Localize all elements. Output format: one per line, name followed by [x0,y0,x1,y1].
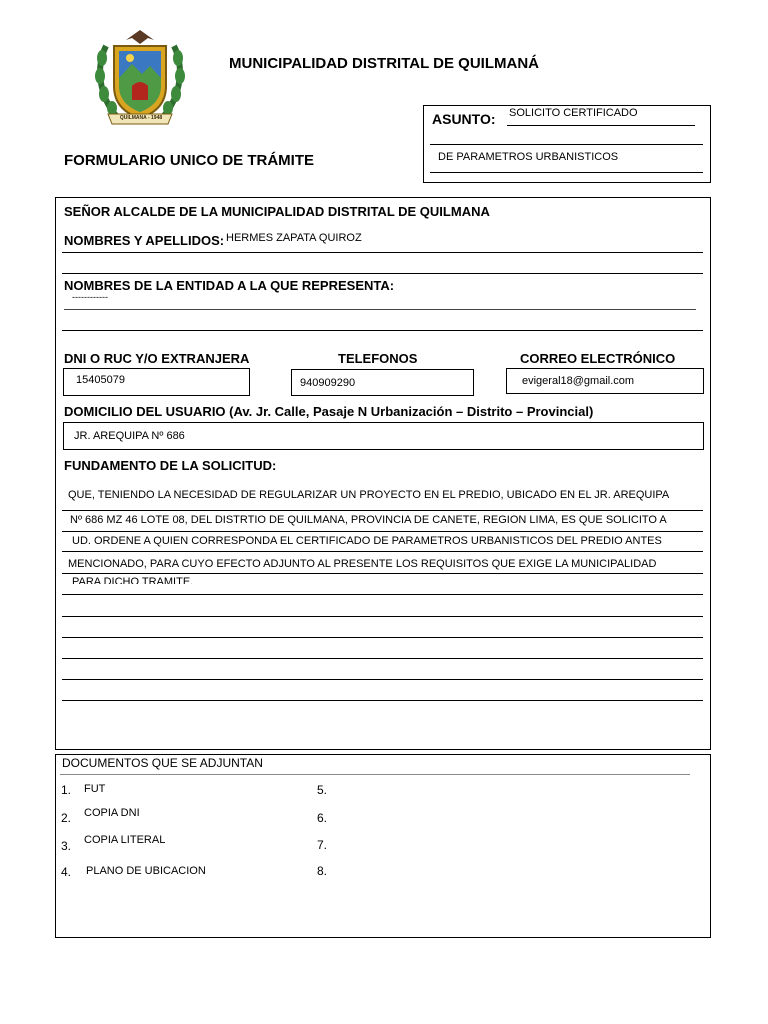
asunto-line1: SOLICITO CERTIFICADO [509,107,638,119]
fundamento-line-1: QUE, TENIENDO LA NECESIDAD DE REGULARIZAR UN PROYECTO EN EL PREDIO, UBICADO EN EL JR. AREQUIPA [68,489,670,501]
doc-num-8: 8. [317,864,328,878]
fundamento-line-3: UD. ORDENE A QUIEN CORRESPONDA EL CERTIFICADO DE PARAMETROS URBANISTICOS DEL PREDIO ANTES [72,535,662,547]
telefonos-value: 940909290 [300,377,356,389]
fundamento-line-4: MENCIONADO, PARA CUYO EFECTO ADJUNTO AL PRESENTE LOS REQUISITOS QUE EXIGE LA MUNICIPALIDAD [68,558,657,570]
asunto-label: ASUNTO: [432,111,496,127]
dni-label: DNI O RUC Y/O EXTRANJERA [64,351,250,366]
domicilio-value: JR. AREQUIPA Nº 686 [74,430,185,442]
form-title: FORMULARIO UNICO DE TRÁMITE [64,152,314,169]
correo-value: evigeral18@gmail.com [522,375,635,387]
entidad-value[interactable]: ------------ [72,292,108,302]
documentos-box [55,754,711,938]
dni-value: 15405079 [76,374,125,386]
entidad-dashed-line [64,309,696,310]
fundamento-rule-5 [62,594,703,595]
crest-ribbon-text: QUILMANA - 1948 [119,115,163,121]
asunto-underline-1 [507,125,695,126]
doc-num-6: 6. [317,811,328,825]
doc-num-7: 7. [317,838,328,852]
doc-num-4: 4. [61,865,72,879]
doc-num-3: 3. [61,839,72,853]
doc-item-3: COPIA LITERAL [84,834,166,846]
fundamento-rule-10 [62,700,703,701]
asunto-underline-3 [430,172,703,173]
municipality-title: MUNICIPALIDAD DISTRITAL DE QUILMANÁ [229,55,539,72]
doc-num-2: 2. [61,811,72,825]
nombres-line-2 [62,273,703,274]
domicilio-label: DOMICILIO DEL USUARIO (Av. Jr. Calle, Pasaje N Urbanización – Distrito – Provincial) [64,404,594,419]
fundamento-line-2: Nº 686 MZ 46 LOTE 08, DEL DISTRTIO DE QUILMANA, PROVINCIA DE CANETE, REGION LIMA, ES QUE SOLICITO A [70,514,667,526]
salutation: SEÑOR ALCALDE DE LA MUNICIPALIDAD DISTRITAL DE QUILMANA [64,204,490,219]
telefonos-label: TELEFONOS [338,351,418,366]
documentos-title-rule [60,774,690,775]
fundamento-rule-1 [62,510,703,511]
fundamento-rule-3 [62,551,703,552]
doc-item-4: PLANO DE UBICACION [86,865,206,877]
asunto-line2: DE PARAMETROS URBANISTICOS [438,151,619,163]
nombres-label: NOMBRES Y APELLIDOS: [64,233,225,248]
nombres-line-1 [62,252,703,253]
doc-num-5: 5. [317,783,328,797]
fundamento-rule-6 [62,616,703,617]
entidad-line [62,330,703,331]
entidad-label: NOMBRES DE LA ENTIDAD A LA QUE REPRESENTA: [64,278,395,293]
documentos-title: DOCUMENTOS QUE SE ADJUNTAN [62,756,263,770]
nombres-value[interactable]: HERMES ZAPATA QUIROZ [226,232,362,244]
fundamento-rule-2 [62,531,703,532]
fundamento-line-5: PARA DICHO TRAMITE. [72,576,194,584]
doc-item-1: FUT [84,783,106,795]
asunto-underline-2 [430,144,703,145]
fundamento-rule-9 [62,679,703,680]
fundamento-label: FUNDAMENTO DE LA SOLICITUD: [64,458,277,473]
doc-num-1: 1. [61,783,72,797]
doc-item-2: COPIA DNI [84,807,140,819]
fundamento-rule-7 [62,637,703,638]
correo-label: CORREO ELECTRÓNICO [520,351,676,366]
fundamento-rule-8 [62,658,703,659]
